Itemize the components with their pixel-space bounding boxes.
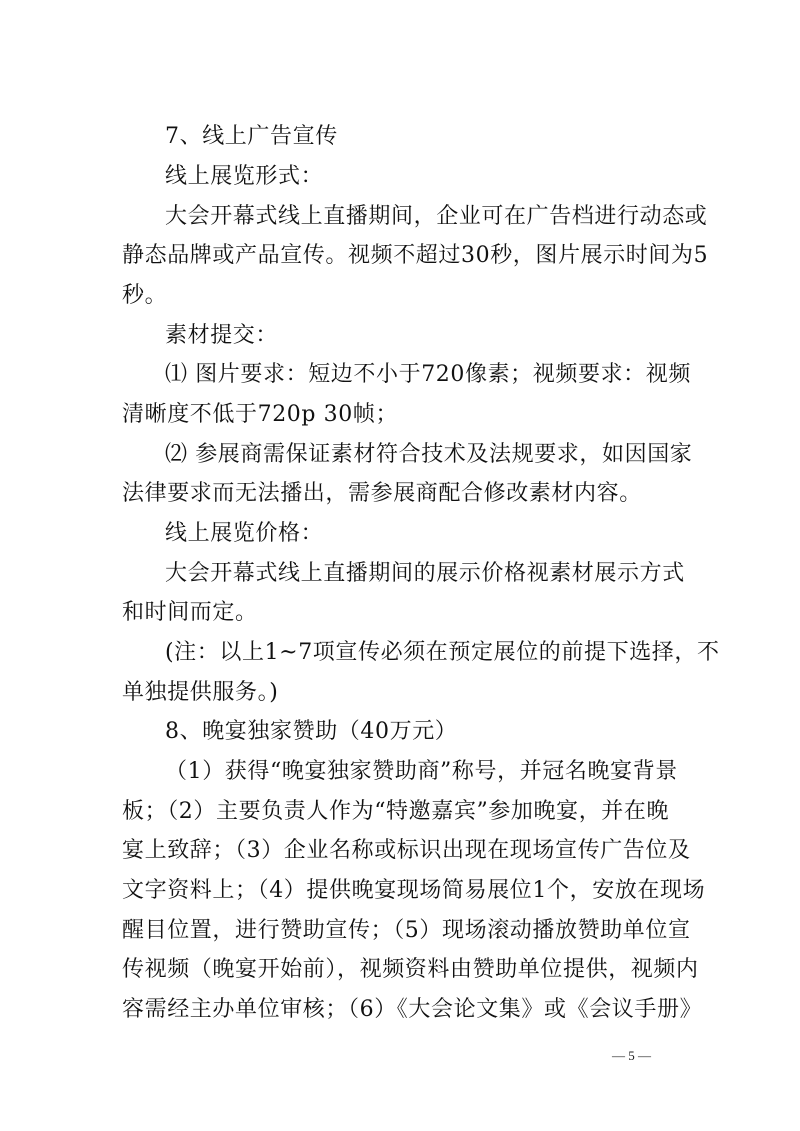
line-section8-d: 文字资料上；（4）提供晚宴现场简易展位1个，安放在现场 <box>122 878 706 903</box>
line-note-b: 单独提供服务。) <box>122 680 279 705</box>
line-section8-c: 宴上致辞；（3）企业名称或标识出现在现场宣传广告位及 <box>122 838 691 863</box>
line-section8-f: 传视频（晚宴开始前），视频资料由赞助单位提供，视频内 <box>122 957 699 982</box>
line-para1-c: 秒。 <box>122 283 168 308</box>
line-price-b: 和时间而定。 <box>122 600 258 625</box>
line-para1-a: 大会开幕式线上直播期间，企业可在广告档进行动态或 <box>165 204 708 229</box>
page-number: — 5 — <box>612 1048 651 1063</box>
line-item2-a: ⑵ 参展商需保证素材符合技术及法规要求，如因国家 <box>165 442 693 467</box>
line-section8-e: 醒目位置，进行赞助宣传；（5）现场滚动播放赞助单位宣 <box>122 918 691 943</box>
line-section7-heading: 7、线上广告宣传 <box>165 124 338 149</box>
line-section8-g: 容需经主办单位审核；（6）《大会论文集》或《会议手册》 <box>122 997 703 1022</box>
line-price-heading: 线上展览价格： <box>165 521 324 546</box>
line-section8-a: （1）获得“晚宴独家赞助商”称号，并冠名晚宴背景 <box>165 759 678 784</box>
line-section8-heading: 8、晚宴独家赞助（40万元） <box>165 719 458 744</box>
line-material-heading: 素材提交： <box>165 323 279 348</box>
line-price-a: 大会开幕式线上直播期间的展示价格视素材展示方式 <box>165 561 685 586</box>
line-item1-a: ⑴ 图片要求：短边不小于720像素；视频要求：视频 <box>165 362 691 387</box>
line-section8-b: 板；（2）主要负责人作为“特邀嘉宾”参加晚宴，并在晚 <box>122 799 670 824</box>
line-note-a: (注：以上1~7项宣传必须在预定展位的前提下选择，不 <box>165 640 720 665</box>
line-online-form-heading: 线上展览形式： <box>165 164 324 189</box>
line-para1-b: 静态品牌或产品宣传。视频不超过30秒，图片展示时间为5 <box>122 243 709 268</box>
line-item2-b: 法律要求而无法播出，需参展商配合修改素材内容。 <box>122 481 642 506</box>
line-item1-b: 清晰度不低于720p 30帧； <box>122 402 399 427</box>
